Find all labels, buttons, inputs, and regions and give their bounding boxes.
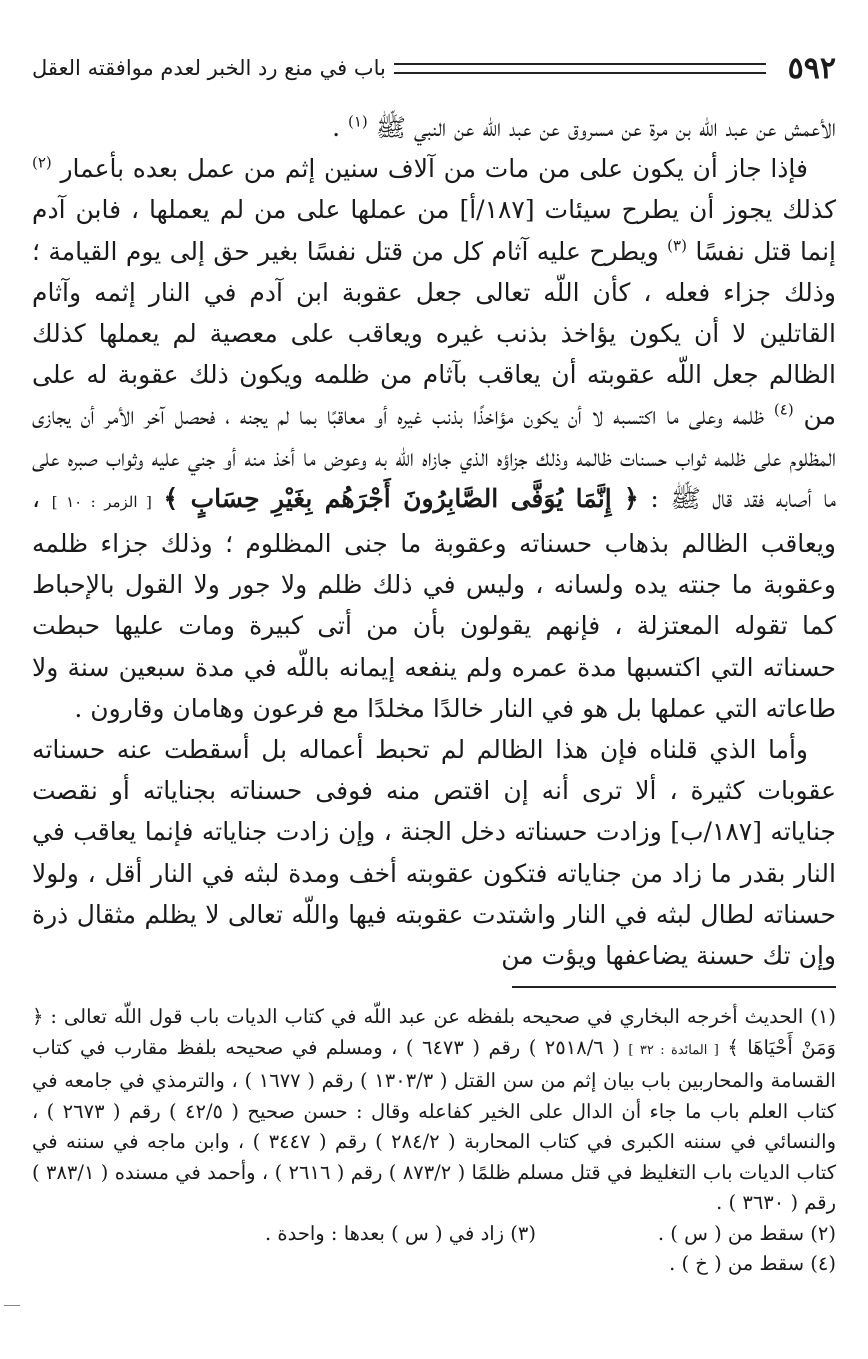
running-title: باب في منع رد الخبر لعدم موافقته العقل <box>32 56 386 80</box>
paragraph-2-part-b: كذلك يجوز أن يطرح سيئات [١٨٧/أ] من عملها على من لم يعملها ، فابن آدم إنما قتل نفسًا <box>32 195 836 266</box>
footnote-1-part-a: (١) الحديث أخرجه البخاري في صحيحه بلفظه عن عبد اللّه في كتاب الديات باب قول اللّه تعالى : ﴿ وَمَنْ أَحْيَاهَا ﴾ <box>32 1005 836 1059</box>
paragraph-3: وأما الذي قلناه فإن هذا الظالم لم تحبط أعماله بل أسقطت عنه حسناته عقوبات كثيرة ، ألا ترى أنه إن اقتص منه فوفى حسناته بجناياته أو نقصت جناياته [١٨٧/ب] وزادت حسناته دخل الجنة ، وإن زادت جناياته فإنما يعاقب في النار بقدر ما زاد من جناياته فتكون عقوبته أخف ومدة لبثه في النار أقل ، ولولا حسناته لطال لبثه في النار واشتدت عقوبته فيها واللّه تعالى لا يظلم مثقال ذرة وإن تك حسنة يضاعفها ويؤت من <box>32 735 836 971</box>
footnote-ref-1: (١) <box>347 112 368 131</box>
main-text <box>32 107 836 976</box>
footnote-2: (٢) سقط من ( س ) . <box>657 1221 836 1245</box>
paragraph-1-text: الأعمش عن عبد اللّه بن مرة عن مسروق عن عبد اللّه عن النبي ﷺ <box>375 113 836 142</box>
footnote-ref-4: (٤) <box>773 401 794 420</box>
verse-reference: [ الزمر : ١٠ ] <box>51 492 152 511</box>
paragraph-2-part-a: فإذا جاز أن يكون على من مات من آلاف سنين إثم من عمل بعده بأعمار <box>51 154 808 184</box>
paragraph-1-end: . <box>332 113 348 142</box>
footnote-1-verse-ref: [ المائدة : ٣٢ ] <box>628 1042 719 1058</box>
paragraph-2 <box>32 148 836 729</box>
quran-verse: ﴿ إِنَّمَا يُوَفَّى الصَّابِرُونَ أَجْرَهُم بِغَيْرِ حِسَابٍ ﴾ <box>163 483 639 513</box>
footnote-3: (٣) زاد في ( س ) بعدها : واحدة . <box>264 1221 536 1245</box>
paragraph-1 <box>32 107 836 148</box>
footnote-1 <box>32 1002 836 1219</box>
page-header <box>32 48 836 88</box>
footnote-4: (٤) سقط من ( خ ) . <box>669 1252 836 1275</box>
paragraph-2-part-d: ظلمه وعلى ما اكتسبه لا أن يكون مؤاخذًا بذنب غيره أو معاقبًا بما لم يجنه ، فحصل آخر الأمر أن يجازى المظلوم على ظلمه ثواب حسنات ظالمه وذلك جزاؤه الذي جازاه اللّه به وعوض ما أخذ منه أو جني عليه وثواب صبره على ما أصابه فقد قال ﷺ : <box>32 401 837 513</box>
footnote-separator <box>512 986 836 988</box>
footnote-ref-3: (٣) <box>667 236 687 255</box>
margin-mark <box>4 1305 20 1306</box>
footnote-1-part-b: ( ٢٥١٨/٦ ) رقم ( ٦٤٧٣ ) ، ومسلم في صحيحه بلفظ مقارب في كتاب القسامة والمحاربين باب بيان إثم من سن القتل ( ١٣٠٣/٣ ) رقم ( ١٦٧٧ ) ، والترمذي في جامعه في كتاب العلم باب ما جاء أن الدال على الخير كفاعله وقال : حسن صحيح ( ٤٢/٥ ) رقم ( ٢٦٧٣ ) ، والنسائي في سننه الكبرى في كتاب المحاربة ( ٢٨٤/٢ ) رقم ( ٣٤٤٧ ) ، وابن ماجه في سننه في كتاب الديات باب التغليظ في قتل مسلم ظلمًا ( ٨٧٣/٢ ) رقم ( ٢٦١٦ ) ، وأحمد في مسنده ( ٣٨٣/١ ) رقم ( ٣٦٣٠ ) . <box>32 1035 836 1214</box>
footnotes <box>32 1002 836 1280</box>
header-double-rule <box>394 63 766 74</box>
footnote-row-2-3 <box>32 1219 836 1250</box>
paragraph-2-part-c: ويطرح عليه آثام كل من قتل نفسًا بغير حق إلى يوم القيامة ؛ وذلك جزاء فعله ، كأن اللّه تعالى جعل عقوبة ابن آدم في النار إثمه وآثام القاتلين لا أن يكون يؤاخذ بذنب غيره ويعاقب على معصية لم يعملها كذلك الظالم جعل اللّه عقوبته أن يعاقب بآثام من ظلمه ويكون ذلك عقوبة له على من <box>32 236 836 431</box>
paragraph-2-part-e: ، ويعاقب الظالم بذهاب حسناته وعقوبة ما جنى المظلوم ؛ وذلك جزاء ظلمه وعقوبة ما جنته يده ولسانه ، وليس في ذلك ظلم ولا جور ولا القول بالإحباط كما تقوله المعتزلة ، فإنهم يقولون بأن من أتى كبيرة ومات عليها حبطت حسناته التي اكتسبها مدة عمره ولم ينفعه إيمانه باللّه في مدة سبعين سنة ولا طاعاته التي عملها بل هو في النار خالدًا مخلدًا مع فرعون وهامان وقارون . <box>32 483 836 723</box>
page-number: ٥٩٢ <box>787 50 836 86</box>
footnote-ref-2: (٢) <box>32 153 52 172</box>
